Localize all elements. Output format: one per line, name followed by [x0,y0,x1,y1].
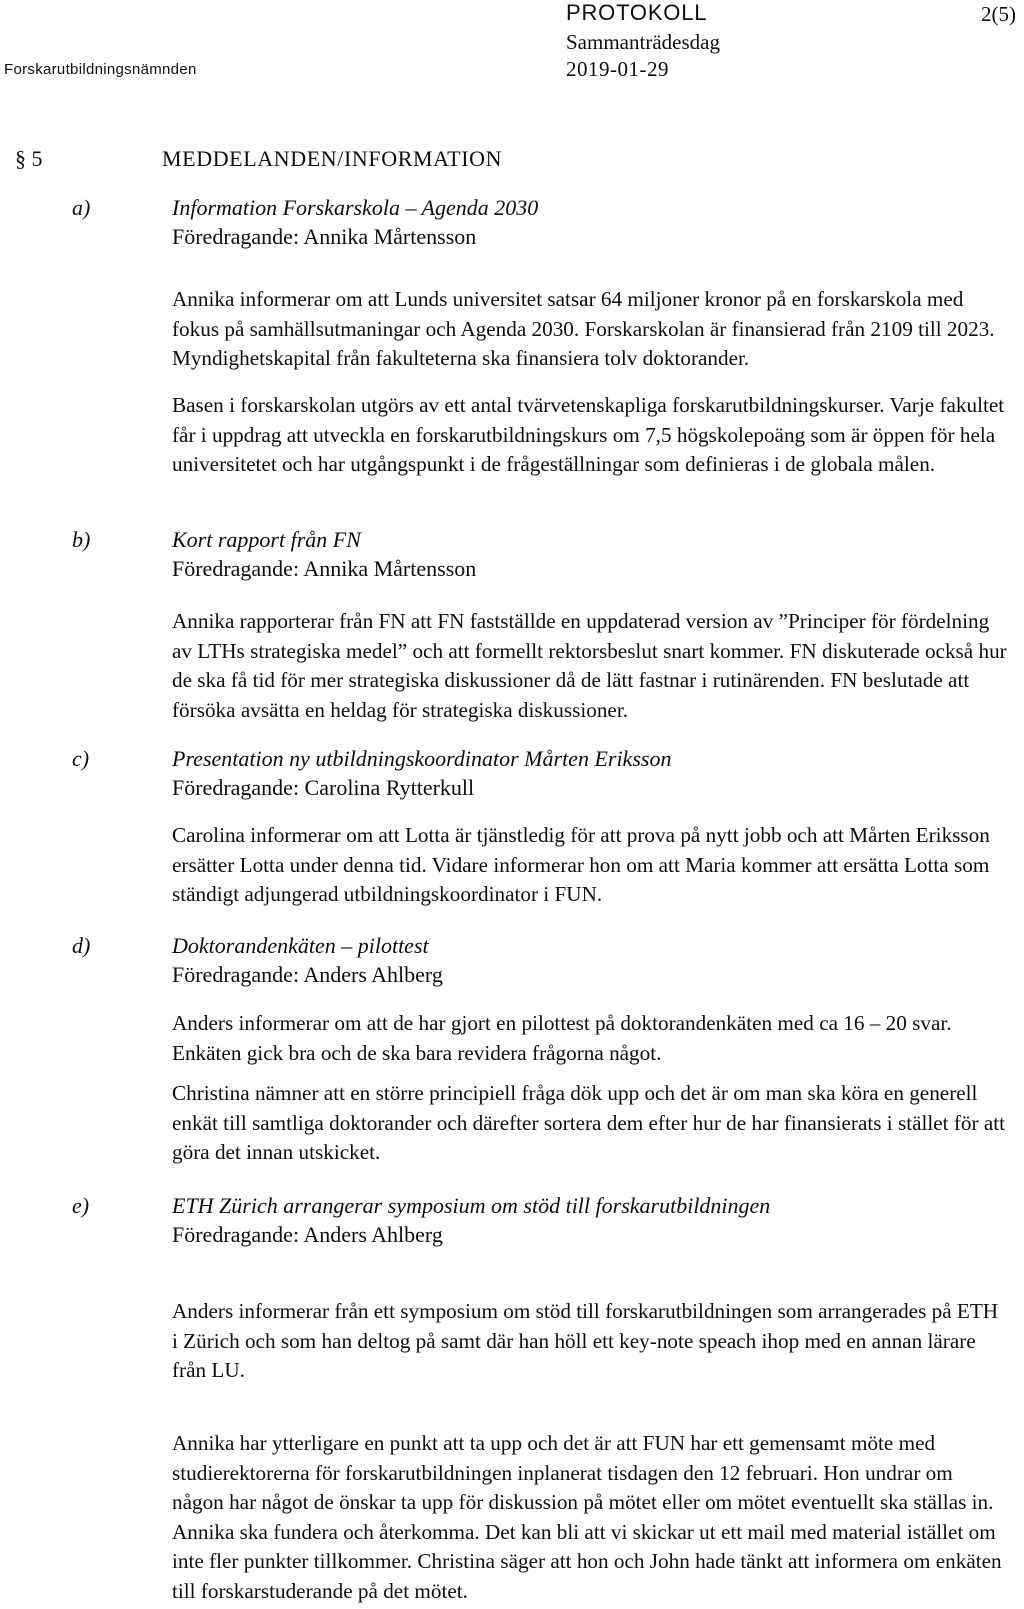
item-presenter: Föredragande: Anders Ahlberg [172,962,443,987]
page-number: 2(5) [981,2,1016,26]
item-title: Information Forskarskola – Agenda 2030 [172,195,539,220]
item-paragraph: Anders informerar om att de har gjort en pilottest på doktorandenkäten med ca 16 – 20 svar. Enkäten gick bra och de ska bara revidera frågorna något. [172,1011,952,1065]
section-number: § 5 [15,146,43,171]
item-letter: d) [72,933,91,958]
item-paragraph: Christina nämner att en större principiell fråga dök upp och det är om man ska köra en generell enkät till samtliga doktorander och därefter sortera dem efter hur de har finansierats i stället för att göra det innan utskicket. [172,1081,1006,1164]
item-letter: e) [72,1193,90,1218]
document-type: PROTOKOLL [566,0,708,25]
item-paragraph: Annika informerar om att Lunds universitet satsar 64 miljoner kronor på en forskarskola med fokus på samhällsutmaningar och Agenda 2030. Forskarskolan är finansierad från 2109 till 2023. Myndighetskapital från fakulteterna ska finansiera tolv doktorander. [172,287,995,370]
organization-name: Forskarutbildningsnämnden [4,61,197,78]
item-paragraph: Carolina informerar om att Lotta är tjänstledig för att prova på nytt jobb och att Mårten Eriksson ersätter Lotta under denna tid. Vidare informerar hon om att Maria kommer att ersätta Lotta som ständigt adjungerad utbildningskoordinator i FUN. [172,823,990,906]
item-paragraph: Annika rapporterar från FN att FN fastställde en uppdaterad version av ”Principer för fördelning av LTHs strategiska medel” och att formellt rektorsbeslut snart kommer. FN diskuterade också hur de ska få tid för mer strategiska diskussioner då de lätt fastnar i rutinärenden. FN beslutade att försöka avsätta en heldag för strategiska diskussioner. [172,609,1007,722]
meeting-date: 2019-01-29 [566,57,669,81]
item-title: Kort rapport från FN [172,527,361,552]
item-paragraph: Basen i forskarskolan utgörs av ett antal tvärvetenskapliga forskarutbildningskurser. Varje fakultet får i uppdrag att utveckla en forskarutbildningskurs om 7,5 högskolepoäng som är öppen för hela universitetet och har utgångspunkt i de frågeställningar som definieras i de globala målen. [172,393,1005,476]
section-title: MEDDELANDEN/INFORMATION [162,146,503,171]
item-presenter: Föredragande: Anders Ahlberg [172,1222,443,1247]
item-presenter: Föredragande: Annika Mårtensson [172,556,477,581]
item-title: ETH Zürich arrangerar symposium om stöd till forskarutbildningen [172,1193,771,1218]
item-letter: a) [72,195,91,220]
item-paragraph: Anders informerar från ett symposium om stöd till forskarutbildningen som arrangerades på ETH i Zürich och som han deltog på samt där han höll ett key-note speach ihop med en annan lärare från LU. [172,1299,999,1382]
item-presenter: Föredragande: Carolina Rytterkull [172,775,475,800]
item-letter: c) [72,746,90,771]
item-paragraph: Annika har ytterligare en punkt att ta upp och det är att FUN har ett gemensamt möte med studierektorerna för forskarutbildningen inplanerat tisdagen den 12 februari. Hon undrar om någon har något de önskar ta upp för diskussion på mötet eller om mötet eventuellt ska ställas in. Annika ska fundera och återkomma. Det kan bli att vi skickar ut ett mail med material istället om inte fler punkter tillkommer. Christina säger att hon och John hade tänkt att informera om enkäten till forskarstuderande på det mötet. [172,1431,1002,1603]
meeting-label: Sammanträdesdag [566,30,720,54]
item-title: Doktorandenkäten – pilottest [172,933,429,958]
item-presenter: Föredragande: Annika Mårtensson [172,224,477,249]
item-letter: b) [72,527,91,552]
item-title: Presentation ny utbildningskoordinator Mårten Eriksson [172,746,672,771]
